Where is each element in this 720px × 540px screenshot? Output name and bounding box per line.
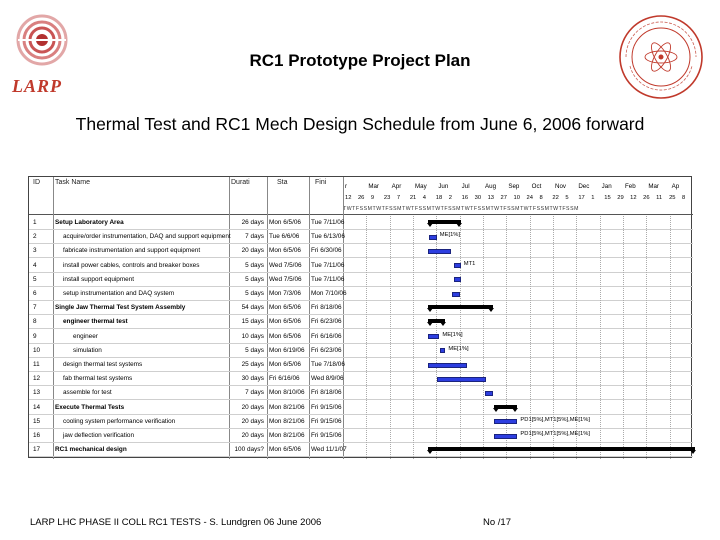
- task-duration: 5 days: [245, 261, 264, 269]
- slide-title: RC1 Prototype Project Plan: [249, 51, 471, 70]
- task-id: 6: [33, 290, 37, 297]
- task-bar[interactable]: [428, 334, 439, 339]
- task-duration: 20 days: [241, 417, 264, 425]
- day-tick: 29: [617, 195, 624, 201]
- task-start: Mon 7/3/06: [269, 290, 301, 297]
- task-duration: 5 days: [245, 275, 264, 283]
- task-duration: 26 days: [241, 219, 264, 226]
- task-name: cooling system performance verification: [63, 417, 176, 425]
- task-duration: 15 days: [241, 318, 264, 326]
- task-duration: 5 days: [245, 290, 264, 297]
- month-gridline: [670, 216, 671, 459]
- task-name: fab thermal test systems: [63, 375, 133, 383]
- task-finish: Mon 7/10/06: [311, 290, 347, 297]
- month-tick: May: [415, 183, 427, 190]
- resource-label: MT1: [463, 260, 476, 267]
- task-start: Mon 6/5/06: [269, 219, 301, 226]
- task-start: Wed 7/5/06: [269, 275, 302, 283]
- task-start: Mon 8/21/06: [269, 403, 305, 411]
- task-id: 5: [33, 275, 37, 283]
- task-finish: Fri 6/16/06: [311, 332, 342, 340]
- task-id: 4: [33, 261, 37, 269]
- month-gridline: [483, 216, 484, 459]
- month-tick: Jul: [461, 183, 470, 190]
- task-bar[interactable]: [494, 419, 517, 424]
- task-name: assemble for test: [63, 389, 112, 397]
- task-duration: 20 days: [241, 247, 264, 255]
- resource-label: PD1[5%],MT1[5%],ME[1%]: [520, 431, 591, 437]
- day-tick: 26: [643, 195, 650, 201]
- day-tick: 24: [526, 195, 533, 201]
- month-tick: Feb: [625, 183, 636, 190]
- day-tick: 2: [448, 195, 452, 201]
- day-tick: 12: [630, 195, 637, 201]
- day-tick: 8: [539, 195, 543, 201]
- day-tick: 1: [591, 195, 595, 201]
- day-tick: 15: [604, 195, 611, 201]
- footer-credit: LARP LHC PHASE II COLL RC1 TESTS - S. Lundgren 06 June 2006: [30, 517, 322, 528]
- month-gridline: [366, 216, 367, 459]
- task-duration: 7 days: [245, 233, 264, 241]
- day-tick: 7: [396, 195, 401, 201]
- task-name: RC1 mechanical design: [55, 446, 127, 454]
- task-name: engineer: [73, 332, 98, 340]
- task-start: Mon 6/5/06: [269, 332, 301, 340]
- task-finish: Fri 9/15/06: [311, 403, 342, 411]
- task-start: Mon 6/5/06: [269, 318, 301, 326]
- day-tick: 23: [383, 195, 391, 201]
- task-id: 2: [33, 233, 37, 241]
- task-duration: 20 days: [241, 432, 264, 439]
- resource-label: PD1[5%],MT1[5%],ME[1%]: [520, 416, 591, 423]
- summary-bar[interactable]: [428, 447, 695, 451]
- summary-bar[interactable]: [428, 319, 445, 323]
- gantt-header: [29, 177, 693, 215]
- larp-logo-text: LARP: [12, 76, 63, 96]
- month-tick: Sep: [508, 183, 520, 190]
- task-bar[interactable]: [452, 292, 460, 297]
- task-bar[interactable]: [454, 277, 461, 282]
- month-tick: Ap: [671, 183, 680, 190]
- task-name: acquire/order instrumentation, DAQ and support equipment: [63, 233, 231, 241]
- month-tick: Aug: [485, 183, 497, 190]
- header-duration: Durati: [231, 179, 250, 186]
- day-tick: 4: [422, 195, 426, 201]
- task-name: engineer thermal test: [63, 318, 128, 326]
- task-duration: 7 days: [245, 389, 264, 397]
- day-tick: 22: [552, 195, 559, 201]
- task-name: fabricate instrumentation and support equipment: [63, 247, 201, 255]
- day-tick: 27: [500, 195, 507, 201]
- task-name: jaw deflection verification: [63, 432, 135, 439]
- task-id: 3: [33, 247, 37, 255]
- day-tick: 26: [357, 195, 365, 201]
- month-tick: Jun: [438, 183, 449, 190]
- month-gridline: [600, 216, 601, 459]
- task-finish: Wed 11/1/07: [311, 446, 347, 454]
- task-finish: Wed 8/9/06: [311, 375, 344, 383]
- day-tick: 9: [370, 195, 375, 201]
- task-bar[interactable]: [485, 391, 494, 396]
- month-gridline: [413, 216, 414, 459]
- task-start: Mon 6/5/06: [269, 247, 301, 255]
- task-id: 10: [33, 346, 41, 354]
- task-id: 13: [33, 389, 41, 397]
- task-finish: Tue 7/11/06: [311, 261, 345, 269]
- task-duration: 5 days: [245, 346, 264, 354]
- task-id: 1: [33, 219, 37, 226]
- month-tick: Mar: [648, 183, 659, 190]
- month-tick: Oct: [531, 183, 542, 190]
- task-duration: 100 days?: [234, 446, 264, 454]
- task-bar[interactable]: [429, 235, 437, 240]
- task-finish: Fri 8/18/06: [311, 304, 342, 312]
- gantt-chart: [28, 176, 692, 458]
- timescale-days: [343, 195, 693, 205]
- day-tick: 11: [656, 195, 663, 201]
- timescale-months: [343, 183, 693, 193]
- task-id: 8: [33, 318, 37, 326]
- resource-label: ME[1%]: [448, 345, 469, 352]
- summary-bar[interactable]: [494, 405, 517, 409]
- timescale-weekdays: TWTFSSMTWTFSSMTWTFSSMTWTFSSMTWTFSSMTWTFSSMTWTFSSMTWTFSSM: [343, 206, 579, 212]
- day-tick: 17: [578, 195, 585, 201]
- task-bar[interactable]: [428, 249, 451, 254]
- month-tick: Mar: [368, 183, 379, 190]
- task-id: 7: [33, 304, 37, 312]
- header-task-name: Task Name: [55, 179, 91, 186]
- task-start: Mon 8/10/06: [269, 389, 305, 397]
- summary-bar[interactable]: [428, 220, 461, 224]
- slide-subtitle: Thermal Test and RC1 Mech Design Schedule from June 6, 2006 forward: [75, 114, 645, 134]
- day-tick: 5: [565, 195, 569, 201]
- task-finish: Fri 9/15/06: [311, 417, 342, 425]
- task-start: Fri 6/16/06: [269, 375, 300, 383]
- task-id: 12: [33, 375, 41, 383]
- task-start: Tue 6/6/06: [269, 233, 300, 241]
- task-finish: Tue 7/11/06: [311, 219, 345, 226]
- day-tick: 12: [345, 195, 352, 201]
- task-finish: Fri 6/23/06: [311, 346, 342, 354]
- task-bar[interactable]: [437, 377, 485, 382]
- task-name: Single Jaw Thermal Test System Assembly: [55, 304, 186, 312]
- header-start: Sta: [277, 179, 288, 186]
- task-id: 15: [33, 417, 41, 425]
- month-gridline: [646, 216, 647, 459]
- task-id: 16: [33, 432, 41, 439]
- task-id: 9: [33, 332, 37, 340]
- task-finish: Tue 7/18/06: [311, 361, 345, 368]
- task-bar[interactable]: [440, 348, 445, 353]
- task-name: design thermal test systems: [63, 361, 143, 368]
- task-finish: Tue 6/13/06: [311, 233, 345, 241]
- resource-label: ME[1%]: [439, 232, 461, 239]
- task-finish: Fri 6/23/06: [311, 318, 342, 326]
- resource-label: ME[1%]: [442, 331, 463, 338]
- task-start: Mon 6/5/06: [269, 361, 301, 368]
- task-start: Mon 6/19/06: [269, 346, 305, 354]
- month-gridline: [623, 216, 624, 459]
- month-tick: Apr: [391, 183, 402, 190]
- day-tick: 10: [513, 195, 520, 201]
- task-name: setup instrumentation and DAQ system: [63, 290, 175, 297]
- task-duration: 25 days: [241, 361, 264, 368]
- month-gridline: [390, 216, 391, 459]
- task-start: Wed 7/5/06: [269, 261, 302, 269]
- month-tick: r: [345, 183, 348, 190]
- day-tick: 18: [435, 195, 443, 201]
- day-tick: 21: [409, 195, 417, 201]
- task-name: install power cables, controls and breaker boxes: [63, 261, 200, 269]
- task-name: install support equipment: [63, 275, 135, 283]
- task-start: Mon 6/5/06: [269, 446, 301, 454]
- month-tick: Dec: [578, 183, 590, 190]
- task-finish: Fri 8/18/06: [311, 389, 342, 397]
- task-duration: 54 days: [241, 304, 264, 312]
- month-tick: Nov: [555, 183, 567, 190]
- task-start: Mon 8/21/06: [269, 417, 305, 425]
- header-id: ID: [33, 179, 40, 186]
- day-tick: 25: [669, 195, 676, 201]
- task-finish: Tue 7/11/06: [311, 275, 345, 283]
- task-id: 11: [33, 361, 40, 368]
- task-bar[interactable]: [428, 363, 467, 368]
- day-tick: 16: [461, 195, 469, 201]
- task-duration: 20 days: [241, 403, 264, 411]
- task-start: Mon 6/5/06: [269, 304, 301, 312]
- day-tick: 30: [474, 195, 482, 201]
- task-duration: 10 days: [241, 332, 264, 340]
- gantt-timeline: [343, 216, 693, 459]
- task-id: 14: [33, 403, 41, 411]
- task-finish: Fri 6/30/06: [311, 247, 342, 255]
- header-finish: Fini: [315, 179, 327, 186]
- day-tick: 8: [682, 195, 686, 201]
- task-id: 17: [33, 446, 41, 454]
- day-tick: 13: [487, 195, 495, 201]
- task-duration: 30 days: [241, 375, 264, 383]
- summary-bar[interactable]: [428, 305, 493, 309]
- task-name: Execute Thermal Tests: [55, 403, 125, 411]
- month-tick: Jan: [601, 183, 612, 190]
- task-start: Mon 8/21/06: [269, 432, 305, 439]
- task-finish: Fri 9/15/06: [311, 432, 342, 439]
- task-bar[interactable]: [494, 434, 517, 439]
- task-name: Setup Laboratory Area: [55, 219, 124, 226]
- task-bar[interactable]: [454, 263, 461, 268]
- task-name: simulation: [73, 346, 102, 354]
- footer-page-number: No /17: [483, 517, 511, 528]
